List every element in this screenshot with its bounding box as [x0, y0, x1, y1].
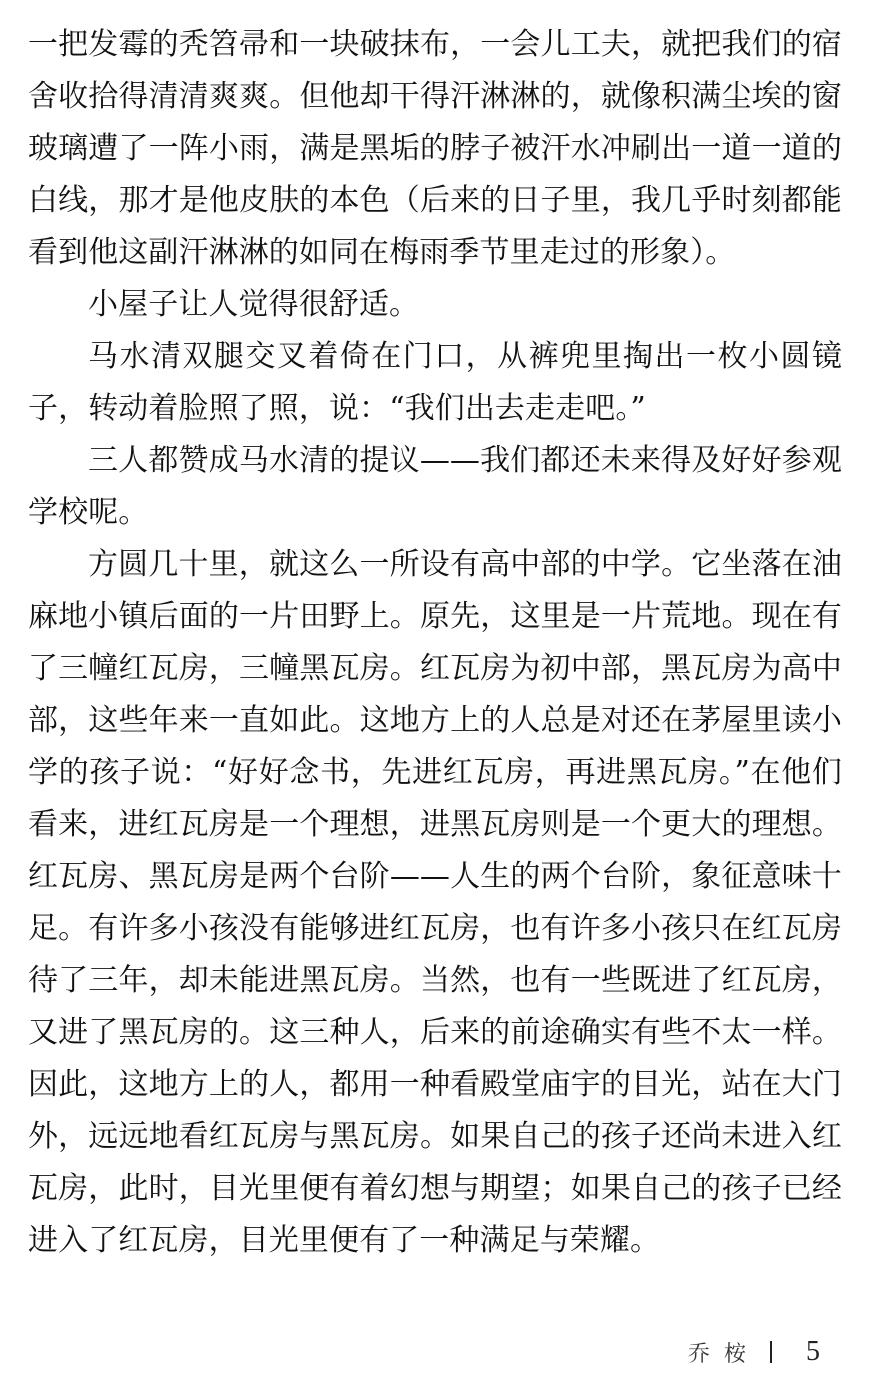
page-footer — [688, 1332, 820, 1372]
running-title: 乔桉 — [688, 1341, 761, 1367]
paragraph-1: 一把发霉的秃笤帚和一块破抹布，一会儿工夫，就把我们的宿舍收拾得清清爽爽。但他却干得汗淋淋的，就像积满尘埃的窗玻璃遭了一阵小雨，满是黑垢的脖子被汗水冲刷出一道一道的白线，那才是他皮肤的本色（后来的日子里，我几乎时刻都能看到他这副汗淋淋的如同在梅雨季节里走过的形象）。 — [28, 27, 842, 270]
paragraph-5: 方圆几十里，就这么一所设有高中部的中学。它坐落在油麻地小镇后面的一片田野上。原先，这里是一片荒地。现在有了三幢红瓦房，三幢黑瓦房。红瓦房为初中部，黑瓦房为高中部，这些年来一直如此。这地方上的人总是对还在茅屋里读小学的孩子说：“好好念书，先进红瓦房，再进黑瓦房。”在他们看来，进红瓦房是一个理想，进黑瓦房则是一个更大的理想。红瓦房、黑瓦房是两个台阶——人生的两个台阶，象征意味十足。有许多小孩没有能够进红瓦房，也有许多小孩只在红瓦房待了三年，却未能进黑瓦房。当然，也有一些既进了红瓦房，又进了黑瓦房的。这三种人，后来的前途确实有些不太一样。因此，这地方上的人，都用一种看殿堂庙宇的目光，站在大门外，远远地看红瓦房与黑瓦房。如果自己的孩子还尚未进入红瓦房，此时，目光里便有着幻想与期望；如果自己的孩子已经进入了红瓦房，目光里便有了一种满足与荣耀。 — [28, 547, 842, 1258]
paragraph-4: 三人都赞成马水清的提议——我们都还未来得及好好参观学校呢。 — [28, 443, 842, 530]
paragraph-2: 小屋子让人觉得很舒适。 — [88, 287, 420, 322]
paragraph-3: 马水清双腿交叉着倚在门口，从裤兜里掏出一枚小圆镜子，转动着脸照了照，说：“我们出去走走吧。” — [28, 339, 842, 426]
page-body — [28, 19, 842, 1267]
page-number: 5 — [806, 1336, 821, 1367]
footer-separator — [770, 1341, 772, 1363]
